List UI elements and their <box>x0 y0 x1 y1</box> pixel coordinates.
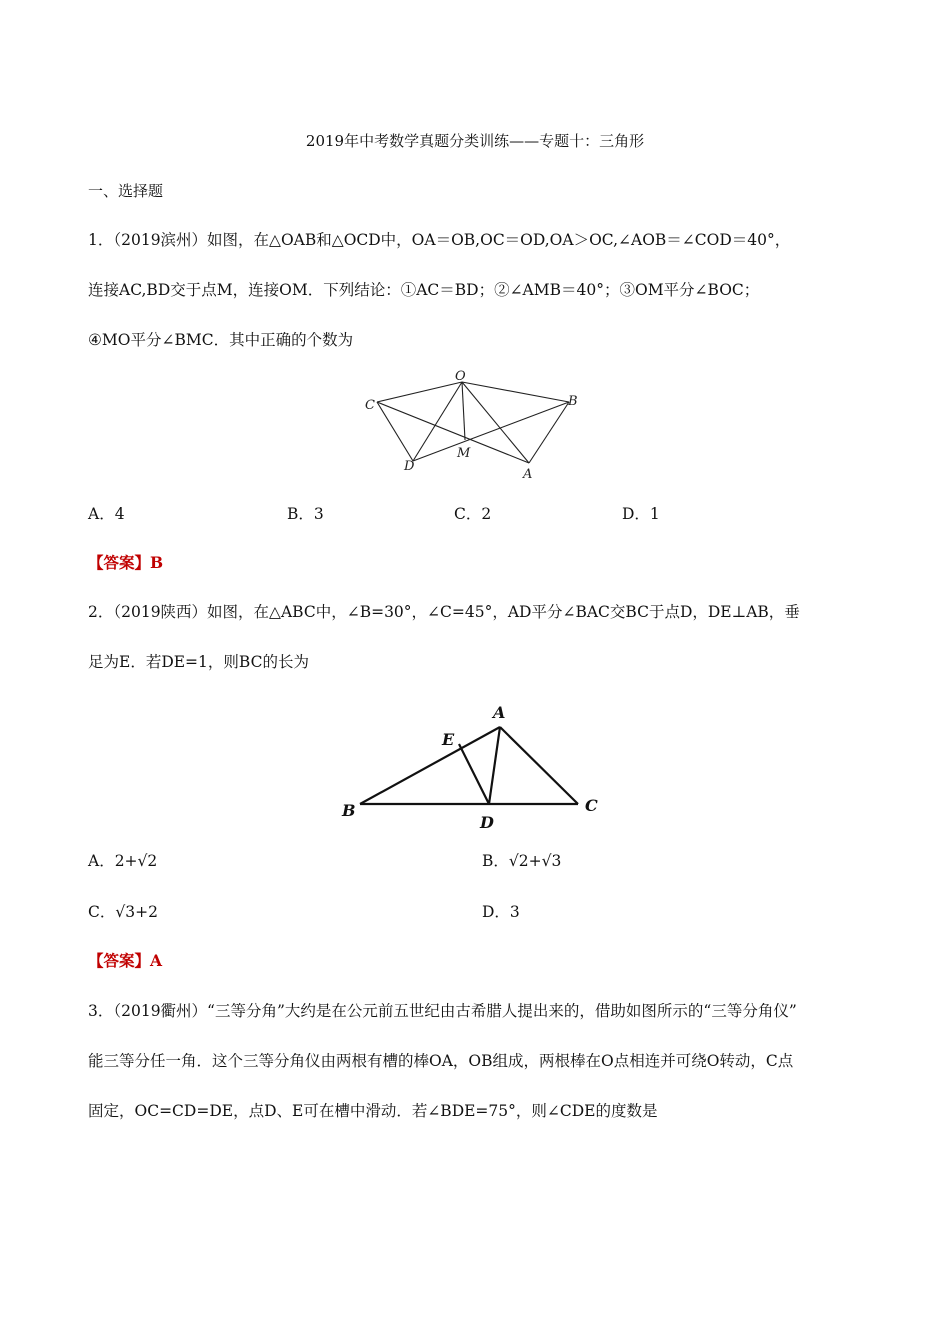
q2-option-d: D．3 <box>482 903 520 921</box>
q1-answer-tag: 【答案】 <box>88 553 151 572</box>
q2-label-A: A <box>493 703 506 722</box>
q1-seg-OM <box>462 382 465 440</box>
q3-text-line2: 能三等分任一角．这个三等分角仪由两根有槽的棒OA，OB组成，两根棒在O点相连并可绕O转动，C点 <box>88 1052 794 1070</box>
q2-answer <box>88 950 162 972</box>
q1-answer <box>88 552 163 574</box>
q1-seg-OA <box>462 382 529 463</box>
q1-seg-AB <box>529 402 569 463</box>
q1-seg-OB <box>462 382 569 402</box>
q2-label-E: E <box>442 730 455 749</box>
q1-text-line3: ④MO平分∠BMC．其中正确的个数为 <box>88 331 354 349</box>
q2-seg-ED <box>459 744 489 804</box>
q1-label-C: C <box>365 398 375 413</box>
q1-seg-BD <box>413 402 569 461</box>
q1-seg-OC <box>377 382 462 402</box>
q1-seg-AC <box>377 402 529 463</box>
q1-option-c: C．2 <box>454 505 492 523</box>
q2-seg-AC <box>500 727 578 804</box>
q1-text-line1: 1．（2019滨州）如图，在△OAB和△OCD中，OA＝OB,OC＝OD,OA＞OC,∠AOB＝∠COD＝40°， <box>88 231 791 249</box>
q2-text-line1: 2．（2019陕西）如图，在△ABC中，∠B=30°，∠C=45°，AD平分∠BAC交BC于点D，DE⊥AB，垂 <box>88 603 800 621</box>
q2-option-b: B．√2+√3 <box>482 852 562 870</box>
q2-figure <box>330 695 620 835</box>
q2-label-B: B <box>342 801 356 820</box>
q2-label-D: D <box>480 813 494 832</box>
page-title: 2019年中考数学真题分类训练——专题十：三角形 <box>305 132 645 150</box>
q2-seg-BA <box>360 727 500 804</box>
q2-answer-value: A <box>150 951 163 970</box>
q1-label-A: A <box>523 467 533 482</box>
q1-option-b: B．3 <box>287 505 324 523</box>
q1-seg-OD <box>413 382 462 461</box>
q1-figure <box>355 362 595 487</box>
q1-option-a: A．4 <box>88 505 125 523</box>
q1-option-d: D．1 <box>622 505 660 523</box>
q2-option-c: C．√3+2 <box>88 903 158 921</box>
q3-text-line1: 3．（2019衢州）“三等分角”大约是在公元前五世纪由古希腊人提出来的，借助如图所示的“三等分角仪” <box>88 1002 797 1020</box>
q1-seg-CD <box>377 402 413 461</box>
q1-label-D: D <box>404 459 415 474</box>
q1-label-M: M <box>457 446 471 461</box>
q2-label-C: C <box>585 796 598 815</box>
q2-answer-tag: 【答案】 <box>88 951 151 970</box>
q1-answer-value: B <box>150 553 164 572</box>
q1-text-line2: 连接AC,BD交于点M，连接OM．下列结论：①AC＝BD；②∠AMB＝40°；③OM平分∠BOC； <box>88 281 760 299</box>
section-heading: 一、选择题 <box>88 182 164 200</box>
q3-text-line3: 固定，OC=CD=DE，点D、E可在槽中滑动．若∠BDE=75°，则∠CDE的度数是 <box>88 1102 658 1120</box>
q1-label-O: O <box>455 369 466 384</box>
q2-option-a: A．2+√2 <box>88 852 158 870</box>
q1-label-B: B <box>568 394 578 409</box>
q2-seg-AD <box>489 727 500 804</box>
q2-text-line2: 足为E．若DE=1，则BC的长为 <box>88 653 309 671</box>
